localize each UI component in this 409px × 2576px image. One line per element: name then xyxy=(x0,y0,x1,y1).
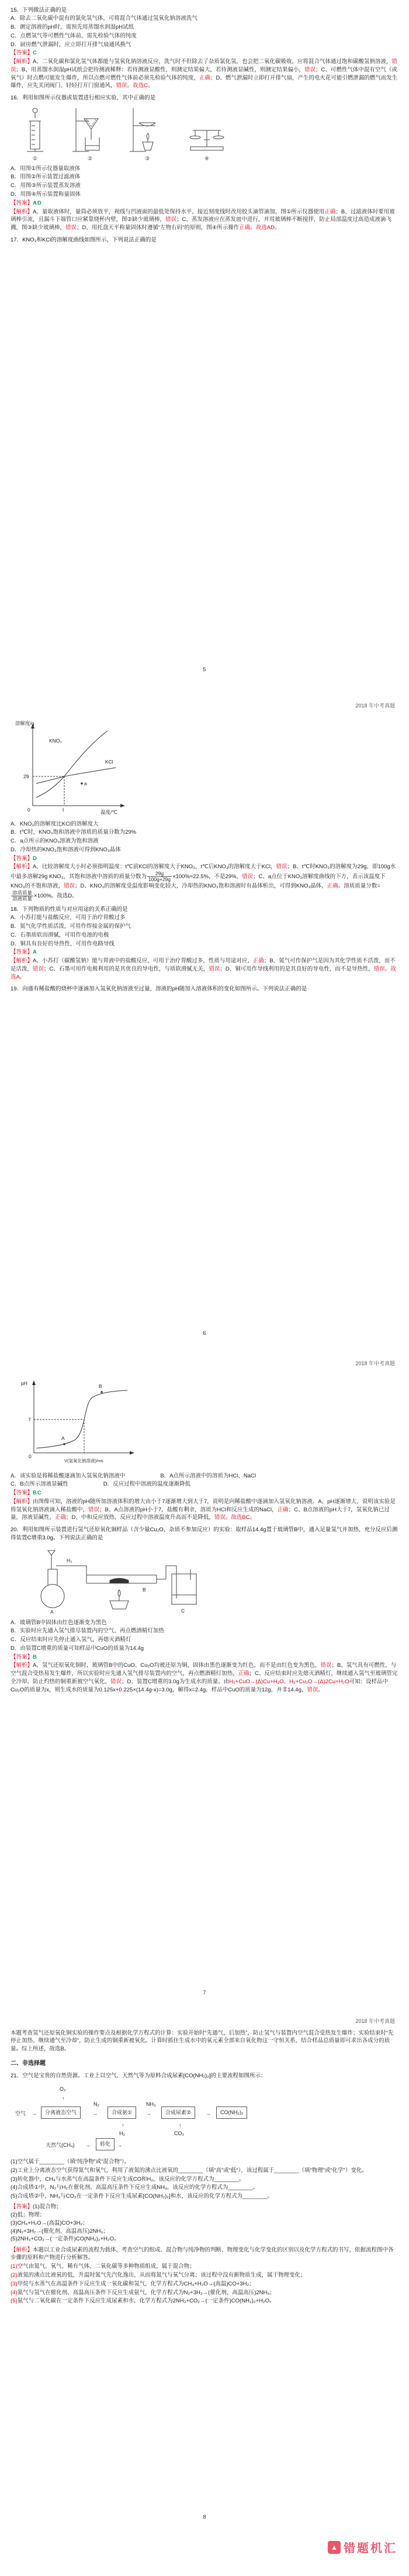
analysis-intro xyxy=(11,2246,398,2263)
page-5 xyxy=(0,0,409,696)
question-16 xyxy=(11,94,398,233)
answer-label: 【答案】 xyxy=(11,199,33,206)
answer-item: (2)低；物理； xyxy=(11,2212,46,2219)
question-19-stem: 19．向盛有稀盐酸的烧杯中逐滴加入氢氧化钠溶液至过量，溶液的pH随加入溶液体积的变化如图所示。下列说法正确的是 xyxy=(11,986,307,993)
question-21-sub-1: (1)空气属于________（填“纯净物”或“混合物”）。 xyxy=(11,2159,130,2166)
question-20-option-d: D．由装置C增重的质量可知样品中CuO的质量为14.4g xyxy=(11,1645,144,1652)
apparatus-label-a: A xyxy=(50,1609,54,1615)
x-axis-arrow xyxy=(130,1451,134,1455)
figure-balance xyxy=(186,106,228,163)
graduated-cylinder-icon xyxy=(19,106,51,155)
flow-arrow: → xyxy=(146,2110,151,2116)
analysis-text: 本题以工业合成尿素的流程为载体，考查空气的组成、混合物与纯净物的判断、物理变化与化学变化的区别以及化学方程式的书写，依据流程图中各步骤的原料和产物进行分析解答。 xyxy=(11,2246,394,2261)
analysis-label: 【解析】 xyxy=(11,208,33,215)
question-19-option-a: A．该实验是将稀盐酸逐滴加入氢氧化钠溶液中 xyxy=(11,1472,126,1479)
watermark-icon: ▲ xyxy=(328,2541,341,2554)
question-15-option-d: D．厨房燃气泄漏时，应立即打开排气扇通风换气 xyxy=(11,41,131,48)
question-19-explanation xyxy=(11,1497,398,1522)
question-21-analysis-block xyxy=(11,2246,398,2305)
flow-node-h2: H₂ xyxy=(119,2130,125,2136)
answer-label: 【答案】 xyxy=(11,1653,33,1660)
point-a-dot xyxy=(63,1443,65,1445)
flow-box-ammonia-synthesis: 合成氨① xyxy=(108,2107,136,2119)
analysis-label: 【解析】 xyxy=(11,58,33,65)
question-20-explanation xyxy=(11,1662,398,1694)
answer-label: 【答案】 xyxy=(11,1490,33,1497)
figure-evaporation xyxy=(129,106,166,163)
flow-node-ch4: 天然气(CH₄) xyxy=(46,2142,75,2148)
y-tick-7: 7 xyxy=(28,1417,31,1422)
question-18-option-a: A．小苏打能与盐酸反应，可用于治疗胃酸过多 xyxy=(11,914,126,921)
apparatus-label-b: B xyxy=(143,1587,146,1593)
question-19-options-ab xyxy=(11,1472,398,1480)
analysis-text: A、二氧化碳和氯化氢气体都能与氢氧化钠溶液反应，洗气时不但除去了杂质氯化氢，也会把二氧化碳吸收，应将混合气体通过饱和碳酸氢钠溶液，错误；B、用蒸馏水润湿pH试纸会把待测液稀释：若待测液显酸性，则测定结果偏大，若待测液显碱性，则测定结果偏小，错误；C、可燃性气体中混有空气（或氧气）时点燃可能发生爆炸，所以点燃可燃性气体前必须先检验气体的纯度，正确；D、燃气泄漏时立即打开排气扇，产生的电火花可能引燃泄漏的燃气而发生爆炸，应先关闭阀门、轻轻打开门窗通风，错误。故选C。 xyxy=(11,58,398,89)
point-b-dot xyxy=(100,1391,103,1393)
question-16-option-b: B．用图②所示装置过滤液体 xyxy=(11,174,81,181)
flow-arrow-up: ↑ xyxy=(62,2095,65,2101)
x-tick-t: t xyxy=(63,807,64,813)
x-axis-arrow xyxy=(120,804,125,807)
question-16-explanation xyxy=(11,208,398,232)
x-axis-label: 温度/℃ xyxy=(100,809,117,815)
curve-kcl-label: KCl xyxy=(105,759,113,765)
flow-node-nh3: NH₃ xyxy=(146,2101,156,2107)
question-16-option-d: D．用图④所示装置称量固体 xyxy=(11,191,81,198)
question-21-answer-line xyxy=(11,2203,398,2211)
answer-item: (1)混合物； xyxy=(33,2204,62,2211)
question-17-stem-block xyxy=(11,236,398,244)
question-18-option-d: D．铜具有良好的导热性，可用作电路导线 xyxy=(11,940,115,947)
answer-item-line xyxy=(11,2228,398,2236)
analysis-item-4: (4)氮气与氢气在催化剂、高温高压条件下反应生成氨气，化学方程式为N₂+3H₂→(催化剂、高温高压)2NH₃； xyxy=(11,2289,275,2296)
origin-label: 0 xyxy=(29,1453,32,1459)
figure-caption: ② xyxy=(87,156,93,162)
point-b-label: B xyxy=(99,1383,102,1389)
question-21-sub-4: (4)合成塔①中，N₂与H₂在催化剂、高温高压条件下反应生成NH₃，该反应的化学方程式为________。 xyxy=(11,2184,259,2191)
apparatus-figure-row xyxy=(19,106,398,163)
flow-box-conversion: 转化 xyxy=(96,2138,115,2150)
question-18-explanation xyxy=(11,957,398,982)
analysis-text: A、量取液体时，量筒必须放平，视线与凹液面的最低处保持水平，接近刻度线时改用胶头滴管滴加，图①所示仪器使用正确；B、过滤液体时要用玻璃棒引流，且漏斗下端管口应紧靠烧杯内壁，图②缺少玻璃棒，错误；C、蒸发溶液应在蒸发皿中进行，并用玻璃棒不断搅拌，防止局部温度过高造成液滴飞溅，图③缺少玻璃棒，错误；D、用托盘天平称量固体时遵循“左物右码”的原则，图④所示操作正确。故选AD。 xyxy=(11,208,395,232)
question-18-answer-line xyxy=(11,948,398,957)
analysis-label: 【解析】 xyxy=(11,2246,33,2253)
figure-filtration xyxy=(71,106,109,163)
question-17-option-c: C．a点所示的KNO₃溶液为饱和溶液 xyxy=(11,838,99,845)
figure-caption: ① xyxy=(32,156,38,162)
answer-label: 【答案】 xyxy=(11,2204,33,2211)
page-header: 2018 年中考真题 xyxy=(355,2018,395,2024)
figure-caption: ③ xyxy=(144,156,150,162)
question-17-explanation xyxy=(11,863,398,902)
question-18-option-b: B．氮气化学性质活泼，可用作焊接金属的保护气 xyxy=(11,923,131,930)
answer-item: (4)N₂+3H₂→(催化剂、高温高压)2NH₃； xyxy=(11,2228,109,2235)
question-15-stem: 15．下列做法正确的是 xyxy=(11,6,67,13)
analysis-text: A、小苏打（碳酸氢钠）能与胃液中的盐酸反应，可用于治疗胃酸过多，性质与用途对应，正确；B、氮气可作保护气是因为其化学性质不活泼，而不是活泼，错误；C、石墨可用作电极利用的是其优良的导电性，与质软滑腻无关，错误；D、铜可用作导线利用的是其良好的导电性，而不是导热性，错误。故选A。 xyxy=(11,958,396,980)
flow-arrow: → xyxy=(85,2142,91,2148)
analysis-label: 【解析】 xyxy=(11,864,33,871)
question-21-sub-5: (5)合成塔②中，NH₃与CO₂在一定条件下反应生成尿素[CO(NH₂)₂]和水，该反应的化学方程式为________。 xyxy=(11,2193,273,2200)
analysis-label: 【解析】 xyxy=(11,1662,33,1669)
page-header: 2018 年中考真题 xyxy=(355,703,395,709)
balance-icon xyxy=(186,106,228,155)
y-axis-label: pH xyxy=(21,1380,27,1386)
flow-node-air: 空气 xyxy=(15,2110,26,2116)
figure-graduated-cylinder xyxy=(19,106,51,163)
question-19-options-cd xyxy=(11,1480,398,1489)
question-20-explanation-continued: 本题考查氢气还原氧化铜实验的操作要点及根据化学方程式的计算：实验开始时“先通气、后加热”，防止氢气与装置内空气混合受热发生爆炸；实验结束时“先停止加热、继续通气至冷却”，防止生成的铜重新被氧化。计算时抓住生成水中的氧元素全部来自氧化物这一守恒关系，结合样品总质量即可求出各成分的质量。综上所述，故选B。 xyxy=(11,2029,394,2053)
curve-kno3-label: KNO₃ xyxy=(49,738,62,744)
analysis-item-3: (3)甲烷与水蒸气在高温条件下反应生成一氧化碳和氢气，化学方程式为CH₄+H₂O→(高温)CO+3H₂； xyxy=(11,2280,255,2287)
question-19-answer-line xyxy=(11,1489,398,1498)
y-axis-label: 溶解度/g xyxy=(15,720,34,726)
ph-chart xyxy=(13,1376,138,1468)
question-20-option-c: C．反应结束时应先停止通入氢气，再熄灭酒精灯 xyxy=(11,1636,131,1643)
flow-box-air-separation: 分离液态空气 xyxy=(41,2107,81,2119)
point-a-label: A xyxy=(61,1435,65,1441)
question-20-stem: 20．利用如图所示装置进行氢气还原氧化铜样品（含少量Cu₂O，杂质不参加反应）的实验：取样品14.4g置于玻璃管B中，通入足量氢气并加热，充分反应后测得装置C增重3.0g。下列说法正确的是 xyxy=(11,1527,398,1541)
apparatus-label-c: C xyxy=(181,1608,185,1614)
point-a-label: a xyxy=(84,781,87,786)
analysis-label: 【解析】 xyxy=(11,958,33,965)
answer-item-line xyxy=(11,2219,398,2228)
question-16-stem: 16．利用如图所示仪器或装置进行相应实验，其中正确的是 xyxy=(11,95,156,102)
answer-item: (5)2NH₃+CO₂→(一定条件)CO(NH₂)₂+H₂O。 xyxy=(11,2236,120,2243)
analysis-item-2: (2)液氮的沸点比液氧的低，升温时氮气先汽化逸出，从而将氮气与氧气分离；该过程中没有新物质生成，属于物理变化； xyxy=(11,2272,306,2279)
answer-label: 【答案】 xyxy=(11,855,33,862)
flow-arrow-up: ↑ xyxy=(122,2122,124,2128)
question-17-answer-line xyxy=(11,854,398,863)
page-5-content xyxy=(0,0,409,244)
answer-value: BC xyxy=(33,1490,42,1497)
flow-node-urea: CO(NH₂)₂ xyxy=(216,2107,247,2119)
analysis-text: 由图像可知，溶液的pH随所加溶液体积的增大由小于7逐渐增大到大于7，说明是向稀盐酸中逐滴加入氢氧化钠溶液。A、pH逐渐增大，说明该实验是将氢氧化钠溶液滴入稀盐酸中，错误；B、A点溶液的pH小于7，盐酸有剩余，溶质为HCl和反应生成的NaCl，正确；C、B点溶液的pH大于7，氢氧化钠已过量，溶液显碱性，正确；D、中和反应放热，反应过程中溶液温度升高而不是降低，错误。故选BC。 xyxy=(11,1498,396,1521)
question-17-option-d: D．冷却热的KNO₃饱和溶液可得到KNO₃晶体 xyxy=(11,846,121,853)
question-15-option-b: B．测定溶液的pH时，需预先用蒸馏水润湿pH试纸 xyxy=(11,24,134,31)
analysis-label: 【解析】 xyxy=(11,1498,33,1505)
answer-label: 【答案】 xyxy=(11,949,33,956)
answer-value: A xyxy=(33,949,37,956)
point-a-dot xyxy=(81,782,83,785)
page-number: 5 xyxy=(203,667,206,673)
question-20-answer-line xyxy=(11,1653,398,1662)
watermark xyxy=(328,2539,397,2556)
question-19-stem-block xyxy=(11,985,398,994)
answer-item-line xyxy=(11,2235,398,2243)
question-19-option-c: C．B点所示溶液显碱性 xyxy=(11,1481,68,1488)
answer-value: C xyxy=(33,50,37,57)
watermark-text: 错题机汇 xyxy=(344,2542,397,2555)
y-axis-arrow xyxy=(32,1380,36,1385)
flow-arrow: → xyxy=(206,2110,211,2116)
question-16-option-a: A．用图①所示仪器量取液体 xyxy=(11,165,81,172)
answer-label: 【答案】 xyxy=(11,50,33,57)
section-title-non-choice: 二、非选择题 xyxy=(11,2060,46,2067)
figure-caption: ④ xyxy=(204,156,210,162)
question-20-option-b: B．实验时应先通入氢气排尽装置内的空气，再点燃酒精灯加热 xyxy=(11,1628,164,1635)
question-16-option-c: C．用图③所示装置蒸发溶液 xyxy=(11,182,81,189)
page-8 xyxy=(0,2011,409,2576)
flow-arrow-up: ↑ xyxy=(179,2122,182,2128)
flow-node-n2: N₂ xyxy=(93,2101,99,2107)
question-19 xyxy=(11,1472,398,1522)
question-18-stem: 18．下列物质的性质与对应用途的关系正确的是 xyxy=(11,906,128,913)
question-15-option-a: A．除去二氧化碳中混有的氯化氢气体，可将混合气体通过氢氧化钠溶液洗气 xyxy=(11,15,197,22)
question-19-option-d: D．反应过程中溶液的温度逐渐降低 xyxy=(103,1481,191,1488)
page-number: 6 xyxy=(203,1330,206,1337)
answer-value: B xyxy=(33,1653,37,1660)
question-21 xyxy=(11,2072,398,2306)
question-15-answer-line xyxy=(11,49,398,58)
question-17 xyxy=(11,820,398,902)
question-18 xyxy=(11,905,398,982)
x-axis-label: V(氢氧化钠溶液)/mL xyxy=(64,1458,104,1463)
question-15-option-c: C．点燃氢气等可燃性气体前，需先检验气体的纯度 xyxy=(11,32,137,39)
apparatus-label-h2: H₂ xyxy=(67,1558,72,1564)
question-20 xyxy=(11,1526,398,1694)
flow-arrow: → xyxy=(117,2142,122,2148)
question-15 xyxy=(11,6,398,91)
page-number: 8 xyxy=(203,2514,206,2520)
question-20-option-a: A．玻璃管B中固体由红色逐渐变为黑色 xyxy=(11,1619,107,1626)
evaporation-icon xyxy=(129,106,166,155)
hydrogen-reduction-apparatus xyxy=(28,1545,221,1616)
origin-label: 0 xyxy=(27,807,30,813)
question-18-option-c: C．石墨质软而滑腻，可用作电池的电极 xyxy=(11,931,109,938)
question-19-option-b: B．A点所示溶液中的溶质为HCl、NaCl xyxy=(160,1472,256,1479)
answer-item: (3)CH₄+H₂O→(高温)CO+3H₂； xyxy=(11,2219,88,2226)
flow-arrow: → xyxy=(32,2110,37,2116)
question-15-explanation xyxy=(11,58,398,91)
solubility-chart xyxy=(13,718,130,816)
flow-arrow: → xyxy=(92,2110,98,2116)
page-number: 7 xyxy=(203,1990,206,1996)
question-21-sub-3: (3)转化器中，CH₄与水蒸气在高温条件下反应生成CO和H₂，该反应的化学方程式为________。 xyxy=(11,2176,245,2183)
page-8-content xyxy=(0,2011,409,2306)
page-6 xyxy=(0,696,409,1353)
question-21-answer-block xyxy=(11,2203,398,2243)
question-17-option-b: B．t℃时，KNO₃饱和溶液中溶质的质量分数为29% xyxy=(11,829,137,836)
question-17-option-a: A．KNO₃的溶解度比KCl的溶解度大 xyxy=(11,820,99,827)
urea-synthesis-flow-diagram xyxy=(14,2084,398,2156)
question-17-stem: 17．KNO₃和KCl的溶解度曲线如图所示，下列说法正确的是 xyxy=(11,236,157,243)
answer-value: AD xyxy=(33,199,42,206)
page-7-content xyxy=(0,1353,409,1694)
question-21-stem: 21．空气是宝贵的自然资源。工业上以空气、天然气等为原料合成尿素[CO(NH₂)₂]的主要流程如图所示： xyxy=(11,2073,266,2080)
page-6-content xyxy=(0,696,409,994)
page-header: 2018 年中考真题 xyxy=(355,1360,395,1366)
answer-item-line xyxy=(11,2211,398,2219)
analysis-text: A、比较溶解度大小时必须指明温度：t℃前KCl的溶解度大于KNO₃，t℃后KNO₃的溶解度大于KCl，错误；B、t℃时KNO₃的溶解度为29g，即100g水中最多溶解29g KNO₃，其饱和溶液中溶质的质量分数为 $\frac{29g}{100g+29g}$ ×100%≈22.5%，不是29%，错误；C、a点位于KNO₃溶解度曲线的下方，表示该温度下KNO₃的不饱和溶液，错误；D、KNO₃的溶解度受温度影响变化较大，冷却热的KNO₃饱和溶液时有晶体析出，可得到KNO₃晶体，正确。溶质质量分数= $\frac{\text{溶质质量}}{\text{溶液质量}}$ ×100%。故选D。 xyxy=(11,864,396,902)
analysis-item-1: (1)空气由氮气、氧气、稀有气体、二氧化碳等多种物质组成，属于混合物； xyxy=(11,2263,195,2270)
question-21-sub-2: (2)工业上分离液态空气获得氮气和氧气，利用了液氮的沸点比液氧的________（填“高”或“低”），该过程属于________（填“物理”或“化学”）变化。 xyxy=(11,2167,368,2174)
question-16-answer-line xyxy=(11,199,398,208)
y-tick-29: 29 xyxy=(23,774,29,779)
analysis-text: A、氢气还原氧化铜时，玻璃管B中的CuO、Cu₂O均被还原为铜，固体由黑色逐渐变为红色，而不是由红色变为黑色，错误；B、氢气具有可燃性，与空气混合受热易发生爆炸，所以实验时应先通入氢气排尽装置内的空气，再点燃酒精灯加热，正确；C、反应结束时应先熄灭酒精灯，继续通入氢气至玻璃管完全冷却，防止灼热的铜重新被空气氧化，错误；D、装置C增重的3.0g为生成水的质量。由H₂+CuO→(Δ)Cu+H₂O、H₂+Cu₂O→(Δ)2Cu+H₂O可知：设样品中Cu₂O的质量为x，则生成水的质量为0.125x+0.225×(14.4g-x)=3.0g，解得x=2.4g，样品中CuO的质量为12g，并非14.4g，错误。 xyxy=(11,1662,398,1693)
flow-node-o2: O₂ xyxy=(60,2085,66,2092)
flow-box-urea-synthesis: 合成尿素② xyxy=(161,2107,195,2119)
flow-node-co2: CO₂ xyxy=(174,2130,184,2136)
analysis-item-5: (5)氨气与二氧化碳在一定条件下反应生成尿素和水，化学方程式为2NH₃+CO₂→(一定条件)CO(NH₂)₂+H₂O。 xyxy=(11,2298,275,2305)
page-7 xyxy=(0,1353,409,2011)
answer-value: D xyxy=(33,855,37,862)
filtration-icon xyxy=(71,106,109,155)
